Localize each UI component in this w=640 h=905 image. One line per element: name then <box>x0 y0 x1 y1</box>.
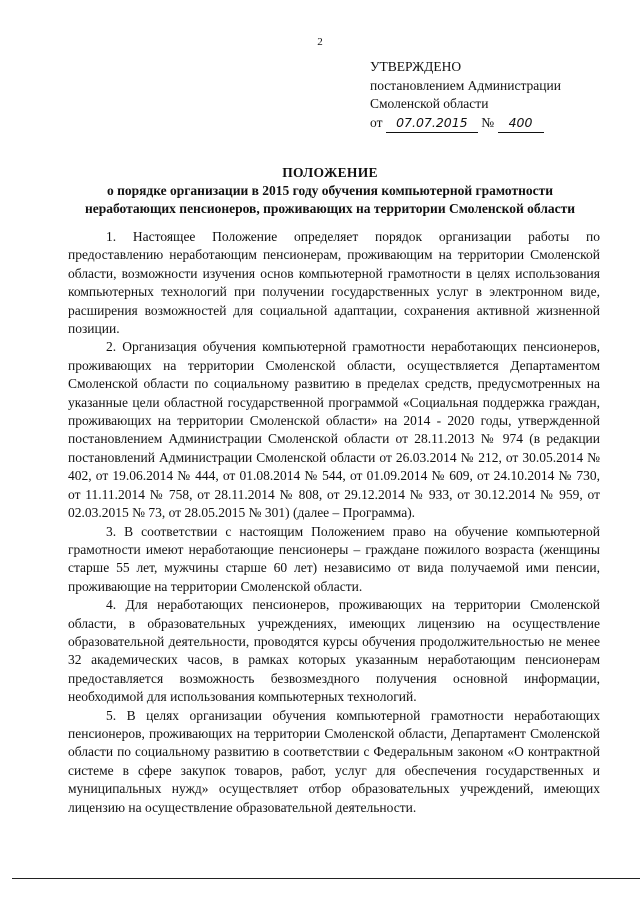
paragraph-5: 5. В целях организации обучения компьютерной грамотности неработающих пенсионеров, проживающих на территории Смоленской области, Департамент Смоленской области по социальному развитию в соответствии с Федеральным законом «О контрактной системе в сфере закупок товаров, работ, услуг для обеспечения государственных и муниципальных нужд» осуществляет отбор образовательных учреждений, имеющих лицензию на осуществление образовательной деятельности. <box>68 707 600 815</box>
paragraph-1: 1. Настоящее Положение определяет порядок организации работы по предоставлению неработающим пенсионерам, проживающим на территории Смоленской области, возможности изучения основ компьютерной грамотности в целях использования компьютерных технологий при получении государственных услуг в электронном виде, расширения возможностей для социальной адаптации, сохранения активной жизненной позиции. <box>68 229 600 337</box>
paragraph-3: 3. В соответствии с настоящим Положением право на обучение компьютерной грамотности имеют неработающие пенсионеры – граждане пожилого возраста (женщины старше 55 лет, мужчины старше 60 лет) независимо от вида получаемой ими пенсии, проживающие на территории Смоленской области. <box>68 523 600 594</box>
approval-date-line <box>370 114 620 134</box>
paragraph-2: 2. Организация обучения компьютерной грамотности неработающих пенсионеров, проживающих на территории Смоленской области, осуществляется Департаментом Смоленской области по социальному развитию в пределах средств, предусмотренных на указанные цели областной государственной программой «Социальная поддержка граждан, проживающих на территории Смоленской области» на 2014 - 2020 годы, утвержденной постановлением Администрации Смоленской области от 28.11.2013 № 974 (в редакции постановлений Администрации Смоленской области от 26.03.2014 № 212, от 30.05.2014 № 402, от 19.06.2014 № 444, от 01.08.2014 № 544, от 01.09.2014 № 609, от 24.10.2014 № 730, от 11.11.2014 № 758, от 28.11.2014 № 808, от 29.12.2014 № 933, от 30.12.2014 № 959, от 02.03.2015 № 73, от 28.05.2015 № 301) (далее – Программа). <box>68 339 600 521</box>
paragraph-4: 4. Для неработающих пенсионеров, проживающих на территории Смоленской области, в образовательных учреждениях, имеющих лицензию на осуществление образовательной деятельности, проводятся курсы обучения продолжительностью не менее 32 академических часов, в рамках которых указанным неработающим пенсионерам предоставляется возможность безвозмездного получения основной информации, необходимой для использования компьютерных технологий. <box>68 597 600 705</box>
title-line-2: неработающих пенсионеров, проживающих на территории Смоленской области <box>84 201 576 216</box>
title-main: ПОЛОЖЕНИЕ <box>282 165 378 180</box>
approval-block <box>370 58 620 133</box>
document-title <box>60 164 600 218</box>
approved-heading: УТВЕРЖДЕНО <box>370 59 462 74</box>
bottom-rule <box>12 878 640 879</box>
page-number: 2 <box>317 36 323 48</box>
title-line-1: о порядке организации в 2015 году обучения компьютерной грамотности <box>106 183 554 198</box>
approval-line-2: Смоленской области <box>370 96 489 111</box>
handwritten-date: 07.07.2015 <box>386 114 478 134</box>
approval-line-1: постановлением Администрации <box>370 77 561 93</box>
handwritten-number: 400 <box>498 114 544 134</box>
number-label: № <box>481 114 495 130</box>
date-label: от <box>370 114 383 130</box>
document-body <box>68 228 600 817</box>
